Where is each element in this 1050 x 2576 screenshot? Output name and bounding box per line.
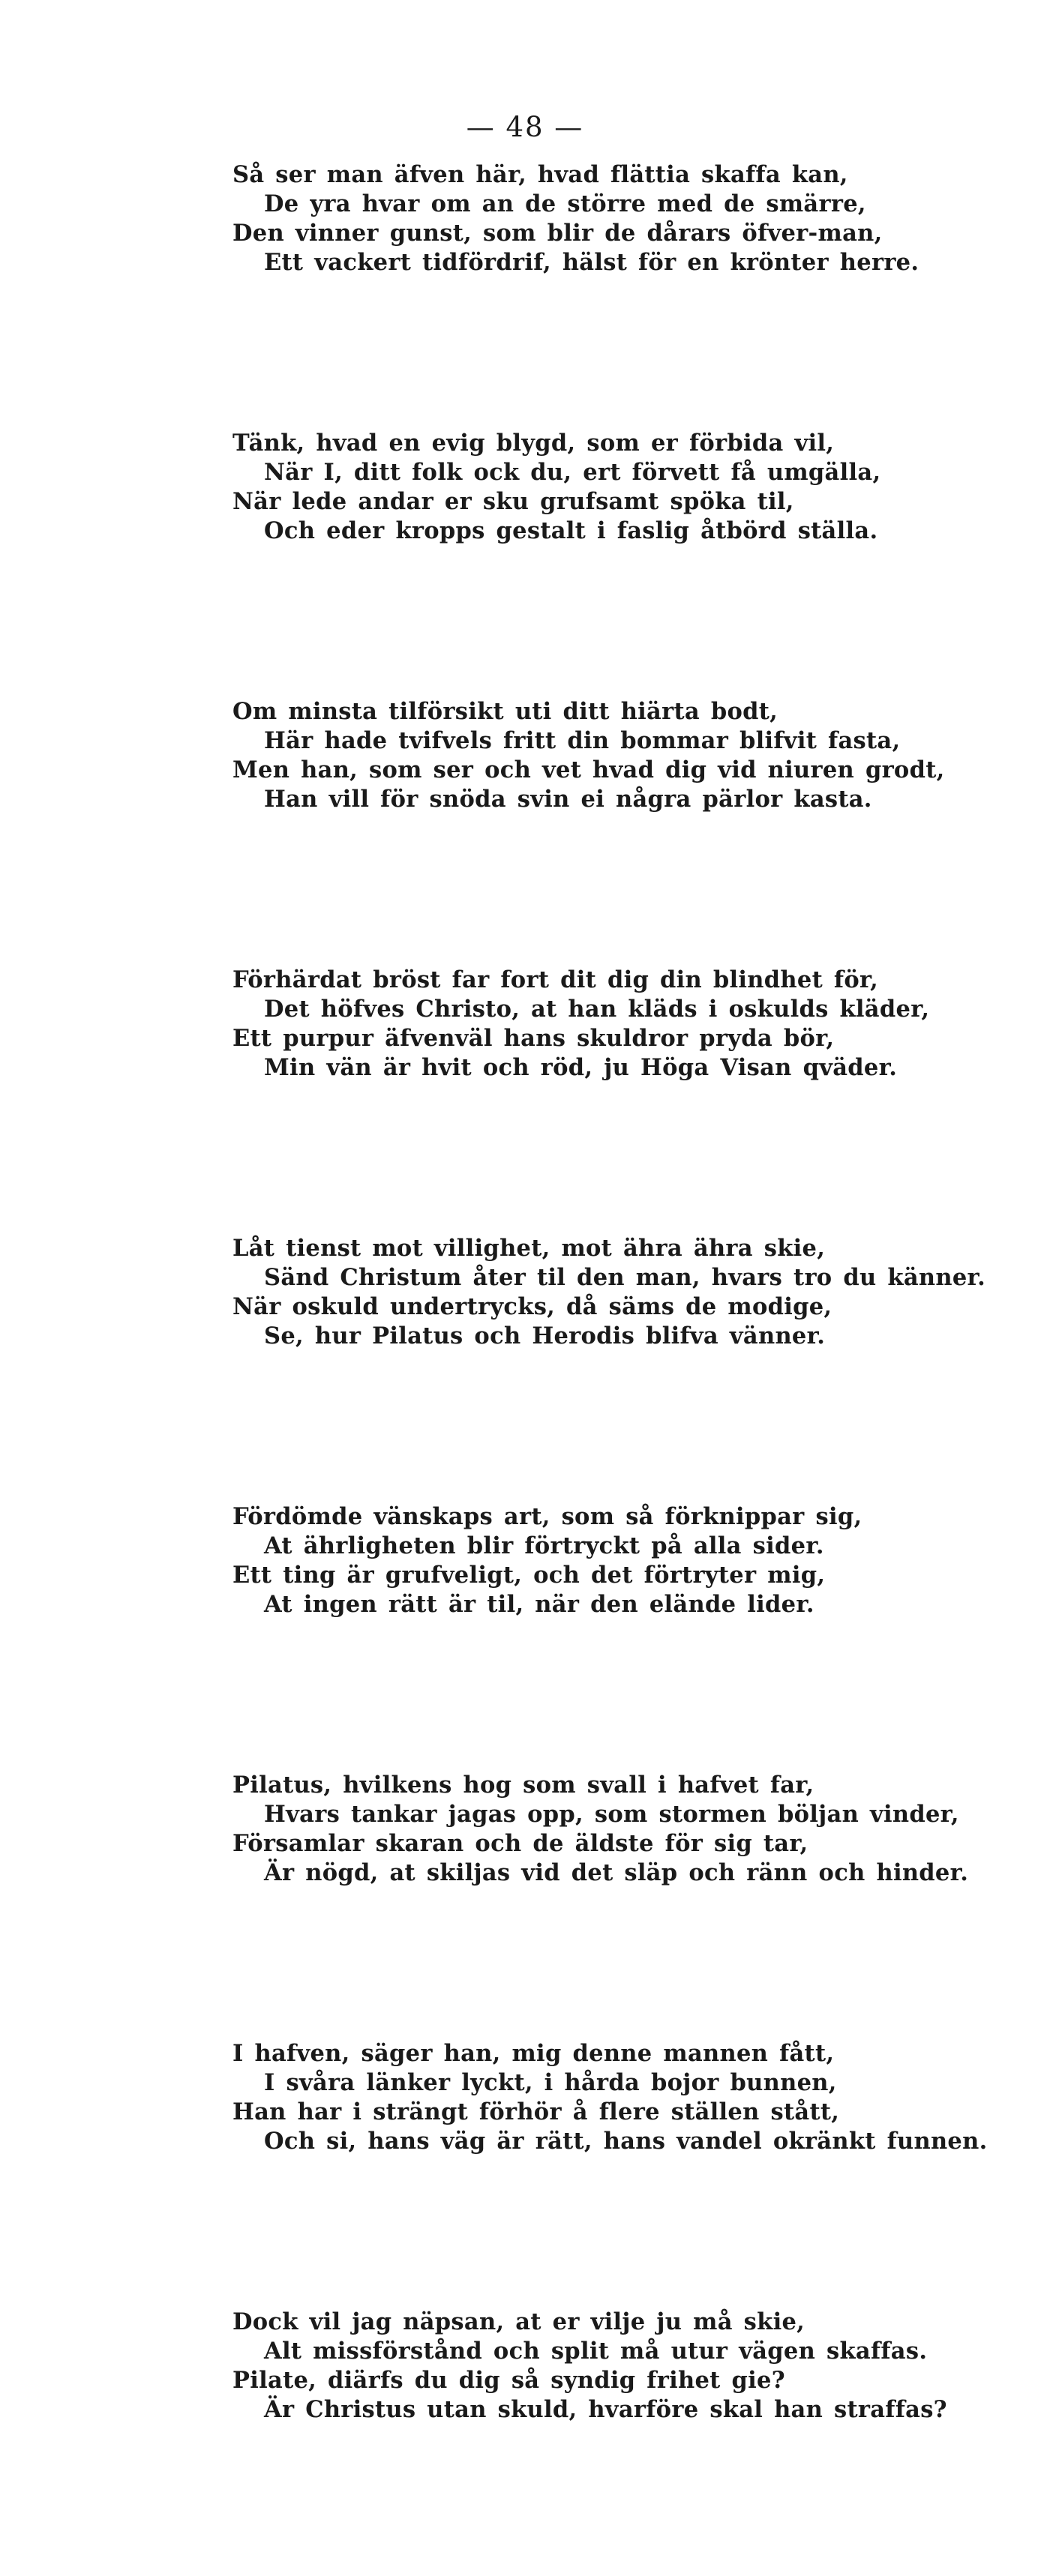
verse-line: Fördömde vänskaps art, som så förknippar sig, — [232, 1503, 862, 1530]
verse-line: Och eder kropps gestalt i faslig åtbörd ställa. — [264, 517, 878, 544]
stanza — [232, 966, 1005, 1234]
stanza — [232, 2039, 1005, 2308]
page-number: — 48 — — [466, 111, 584, 143]
stanza — [232, 429, 1005, 697]
verse-line: Pilate, diärfs du dig så syndig frihet gie? — [232, 2367, 785, 2394]
verse-line: Dock vil jag näpsan, at er vilje ju må skie, — [232, 2308, 806, 2335]
verse-line: Hvars tankar jagas opp, som stormen böljan vinder, — [264, 1801, 959, 1828]
verse-line: Men han, som ser och vet hvad dig vid niuren grodt, — [232, 756, 945, 783]
verse-line: Ett vackert tidfördrif, hälst för en krönter herre. — [264, 249, 920, 276]
verse-line: Ett ting är grufveligt, och det förtryter mig, — [232, 1562, 826, 1589]
stanza — [232, 1771, 1005, 2039]
poem-text — [232, 160, 1005, 2576]
verse-line: Om minsta tilförsikt uti ditt hiärta bodt, — [232, 698, 778, 725]
verse-line: Är Christus utan skuld, hvarföre skal han straffas? — [264, 2396, 947, 2423]
stanza — [232, 1234, 1005, 1502]
verse-line: Förhärdat bröst far fort dit dig din blindhet för, — [232, 966, 879, 993]
verse-line: Se, hur Pilatus och Herodis blifva vänner. — [264, 1322, 826, 1349]
verse-line: Församlar skaran och de äldste för sig tar, — [232, 1830, 808, 1857]
stanza — [232, 160, 1005, 429]
verse-line: När lede andar er sku grufsamt spöka til, — [232, 488, 794, 515]
verse-line: Han har i strängt förhör å flere ställen stått, — [232, 2098, 840, 2125]
verse-line: I hafven, säger han, mig denne mannen fått, — [232, 2040, 835, 2067]
verse-line: Sänd Christum åter til den man, hvars tro du känner. — [264, 1264, 986, 1291]
verse-line: Och si, hans väg är rätt, hans vandel okränkt funnen. — [264, 2128, 988, 2155]
verse-line: Ett purpur äfvenväl hans skuldror pryda bör, — [232, 1025, 835, 1052]
verse-line: Min vän är hvit och röd, ju Höga Visan qväder. — [264, 1054, 898, 1081]
verse-line: At ährligheten blir förtryckt på alla sider. — [264, 1532, 824, 1559]
verse-line: Är nögd, at skiljas vid det släp och ränn och hinder. — [264, 1859, 969, 1886]
verse-line: Här hade tvifvels fritt din bommar blifvit fasta, — [264, 727, 901, 754]
stanza — [232, 1502, 1005, 1771]
verse-line: Det höfves Christo, at han kläds i oskulds kläder, — [264, 996, 930, 1023]
verse-line: I svåra länker lyckt, i hårda bojor bunnen, — [264, 2069, 837, 2096]
verse-line: Han vill för snöda svin ei några pärlor kasta. — [264, 786, 872, 813]
verse-line: Alt missförstånd och split må utur vägen skaffas. — [264, 2338, 928, 2365]
verse-line: Låt tienst mot villighet, mot ähra ähra skie, — [232, 1235, 826, 1262]
verse-line: At ingen rätt är til, när den elände lider. — [264, 1591, 814, 1618]
stanza — [232, 697, 1005, 966]
verse-line: Den vinner gunst, som blir de dårars öfver-man, — [232, 220, 883, 247]
verse-line: Pilatus, hvilkens hog som svall i hafvet far, — [232, 1772, 814, 1799]
verse-line: När I, ditt folk ock du, ert förvett få umgälla, — [264, 459, 881, 486]
verse-line: Så ser man äfven här, hvad flättia skaffa kan, — [232, 161, 848, 188]
verse-line: När oskuld undertrycks, då säms de modige, — [232, 1293, 832, 1320]
verse-line: De yra hvar om an de större med de smärre, — [264, 190, 866, 217]
verse-line: Tänk, hvad en evig blygd, som er förbida vil, — [232, 430, 835, 457]
stanza — [232, 2308, 1005, 2576]
